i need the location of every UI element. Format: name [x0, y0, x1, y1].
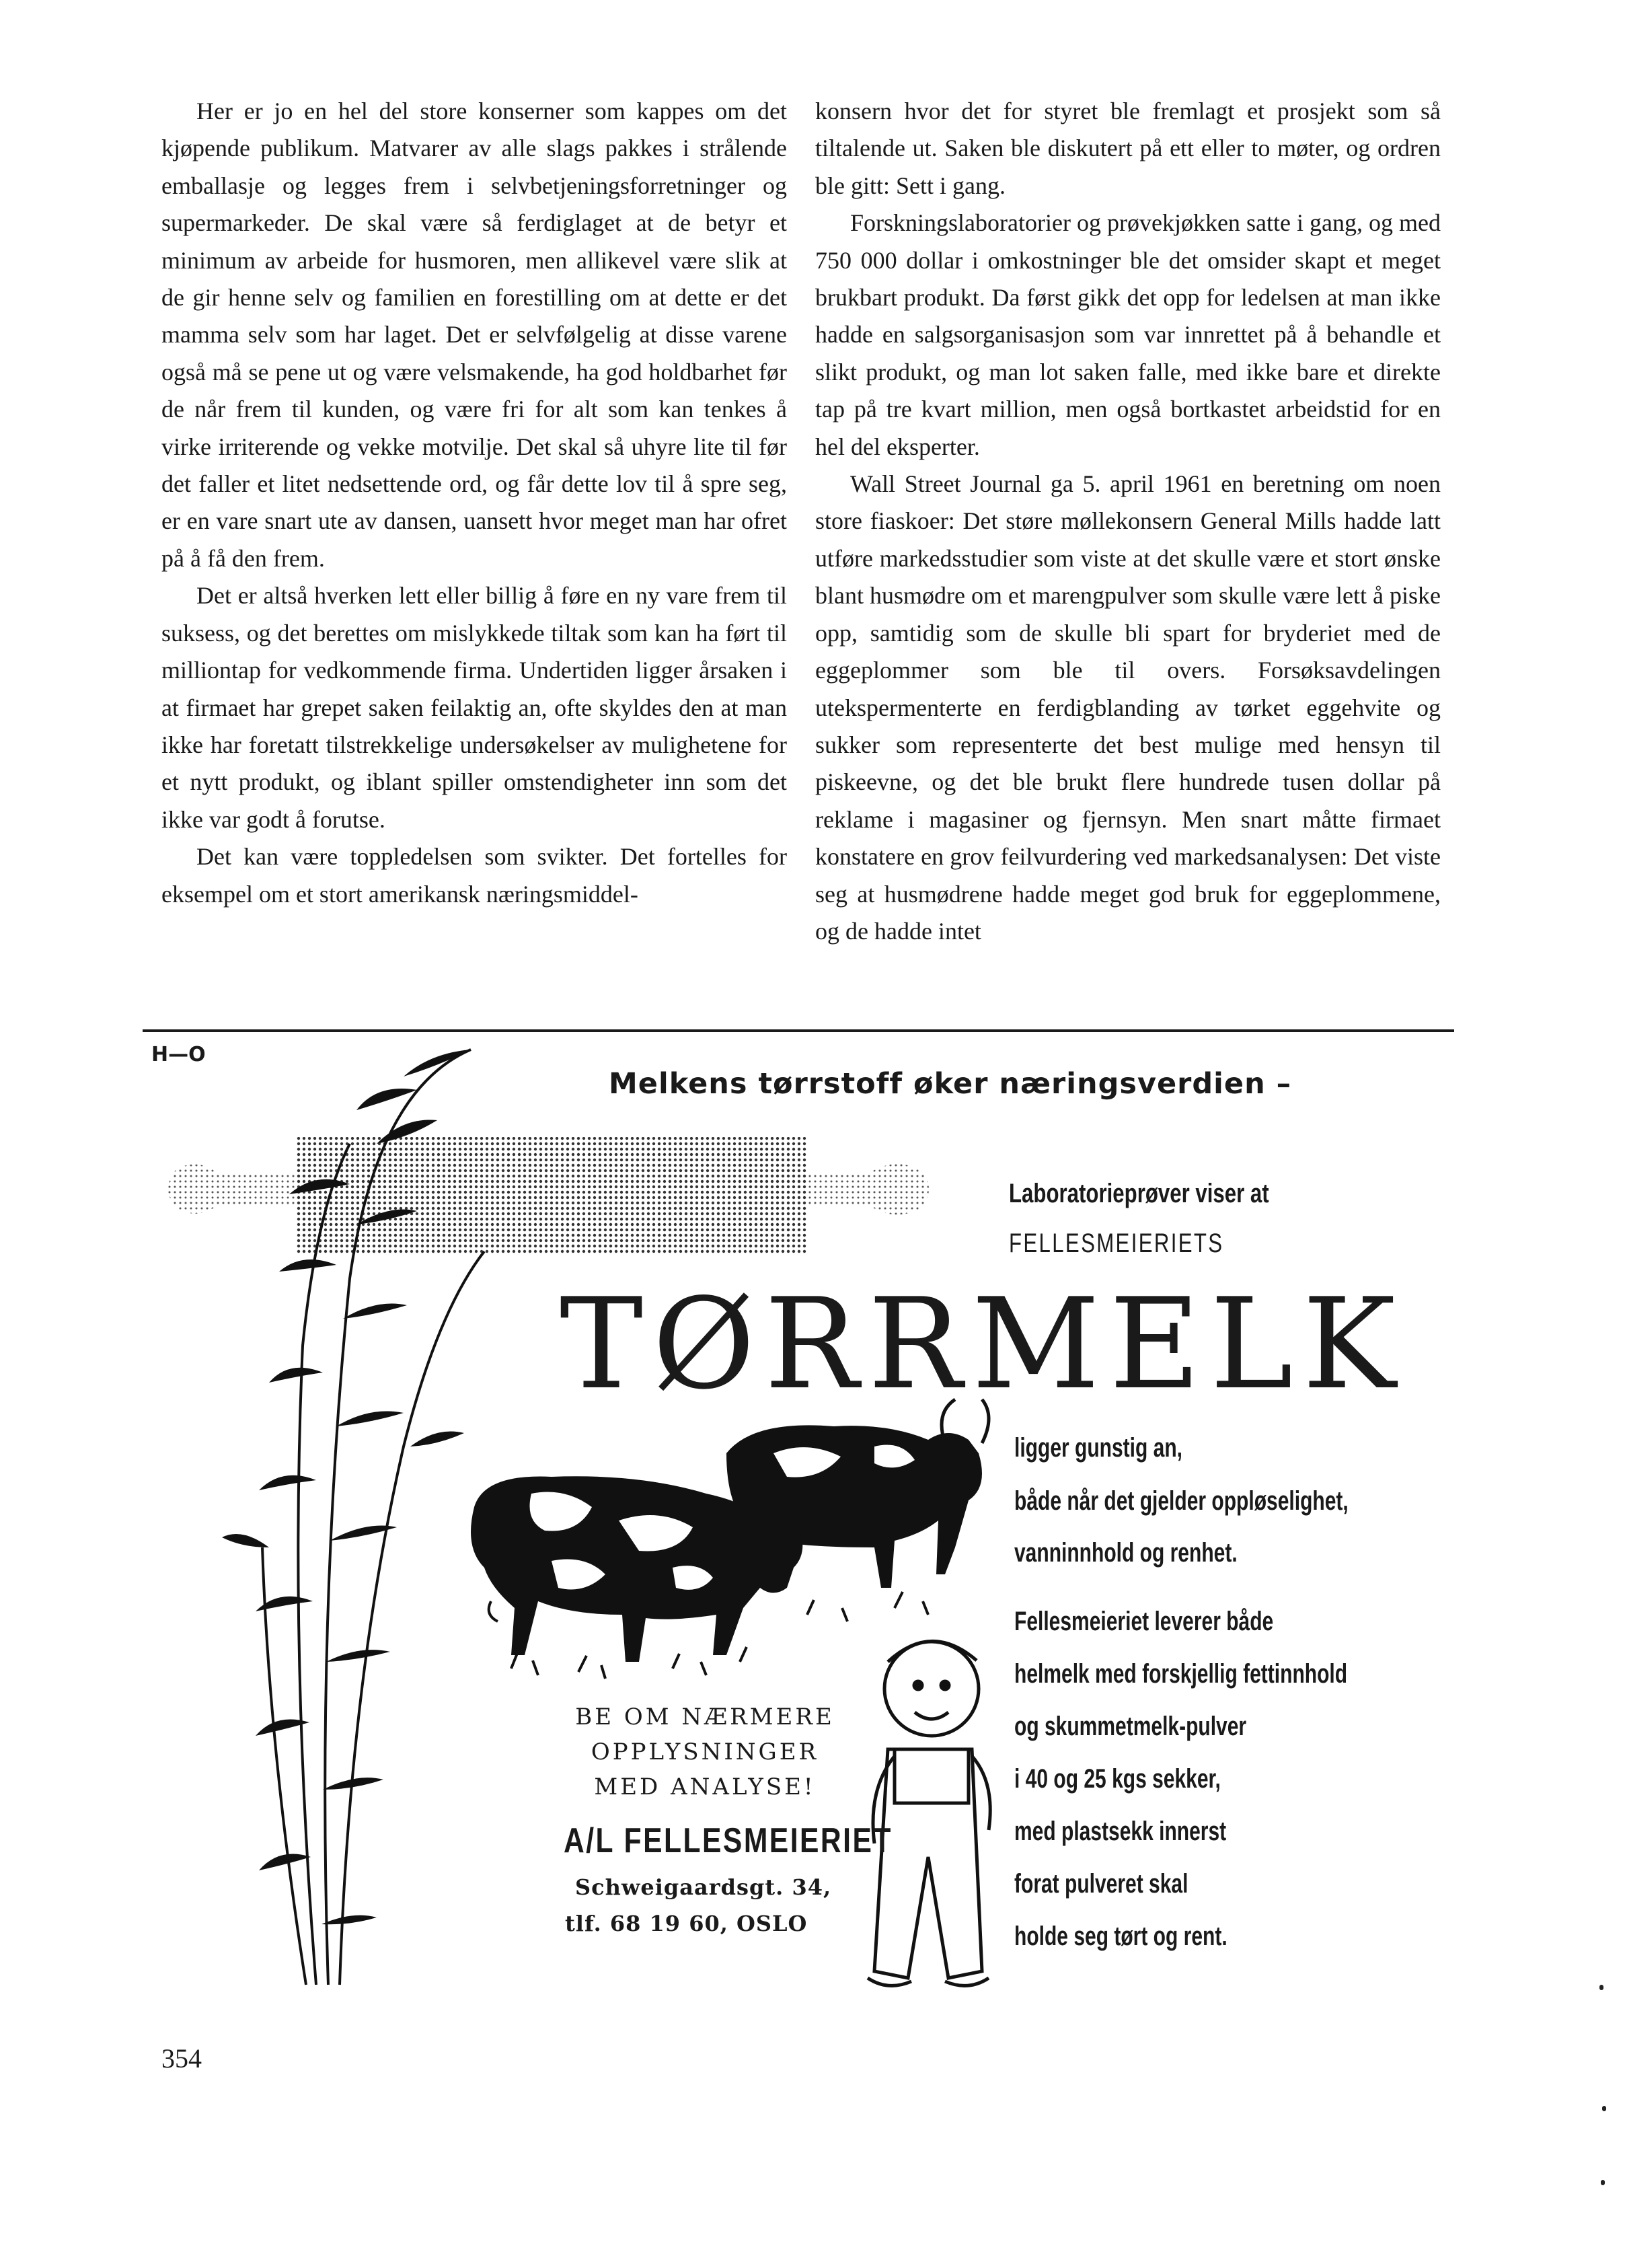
rolling-pin-icon: [168, 1137, 929, 1255]
lab-line-2: FELLESMEIERIETS: [1009, 1229, 1224, 1258]
supply-line: i 40 og 25 kgs sekker,: [1014, 1764, 1221, 1794]
lab-line-1: Laboratorieprøver viser at: [1009, 1179, 1269, 1208]
cows-icon: [471, 1399, 989, 1679]
company-address: Schweigaardsgt. 34,: [575, 1874, 832, 1900]
paragraph: Det kan være toppledelsen som svikter. Det fortelles for eksempel om et stort amerikansk næringsmiddel-: [161, 843, 787, 908]
ad-mark: H—O: [151, 1043, 206, 1066]
paragraph: konsern hvor det for styret ble fremlagt et prosjekt som så tiltalende ut. Saken ble diskutert på ett eller to møter, og ordren ble gitt: Sett i gang.: [815, 98, 1441, 199]
ask-line: OPPLYSNINGER: [591, 1739, 819, 1765]
page-number: 354: [161, 2043, 202, 2074]
ad-headline: Melkens tørrstoff øker næringsverdien –: [609, 1067, 1292, 1101]
supply-line: Fellesmeieriet leverer både: [1014, 1607, 1274, 1636]
boy-illustration-icon: [868, 1641, 990, 1985]
claim-line: vanninnhold og renhet.: [1014, 1538, 1238, 1568]
supply-line: forat pulveret skal: [1014, 1869, 1188, 1899]
margin-speck: [1599, 1985, 1603, 1990]
supply-line: holde seg tørt og rent.: [1014, 1922, 1227, 1951]
claim-line: både når det gjelder oppløselighet,: [1014, 1486, 1349, 1516]
supply-line: og skummetmelk-pulver: [1014, 1712, 1247, 1741]
paragraph: Forskningslaboratorier og prøvekjøkken satte i gang, og med 750 000 dollar i omkostninger ble det omsider skapt et meget brukbart produkt. Da først gikk det opp for ledelsen at man ikke hadde en salgsorganisasjon som var innrettet på å behandle et slikt produkt, og man lot saken falle, med ikke bare et direkte tap på tre kvart million, men også bortkastet arbeidstid for en hel del eksperter.: [815, 209, 1441, 460]
supply-line: helmelk med forskjellig fettinnhold: [1014, 1659, 1348, 1689]
supply-line: med plastsekk innerst: [1014, 1817, 1227, 1846]
margin-speck: [1602, 2106, 1606, 2111]
paragraph: Her er jo en hel del store konserner som kappes om det kjøpende publikum. Matvarer av alle slags pakkes i strålende emballasje og legges frem i selvbetjeningsforretninger og supermarkeder. De skal være så ferdiglaget at de betyr et minimum av arbeide for husmoren, men allikevel være slik at de gir henne selv og familien en forestilling om at dette er det mamma selv som har laget. Det er selvfølgelig at disse varene også må se pene ut og være velsmakende, ha god holdbarhet før de når frem til kunden, og være fri for alt som kan tenkes å virke irriterende og vekke motvilje. Det skal så uhyre lite til før det faller et litet nedsettende ord, og får dette lov til å spre seg, er en vare snart ute av dansen, uansett hvor meget man har ofret på å få den frem.: [161, 98, 787, 572]
claim-line: ligger gunstig an,: [1014, 1433, 1183, 1463]
company-phone: tlf. 68 19 60, OSLO: [565, 1911, 808, 1936]
paragraph: Wall Street Journal ga 5. april 1961 en beretning om noen store fiaskoer: Det støre møllekonsern General Mills hadde latt utføre markedsstudier som viste at det skulle være et stort ønske blant husmødre om et marengpulver som skulle være lett å piske opp, samtidig som de skulle bli spart for bryderiet med de eggeplommer som ble til overs. Forsøksavdelingen utekspermenterte en ferdigblanding av tørket eggehvite og sukker som representerte det best mulige med hensyn til piskeevne, og det ble brukt flere hundrede tusen dollar på reklame i magasiner og fjernsyn. Men snart måtte firmaet konstatere en grov feilvurdering ved markedsanalysen: Det viste seg at husmødrene hadde meget god bruk for eggeplommene, og de hadde intet: [815, 470, 1441, 945]
company-name: A/L FELLESMEIERIET: [564, 1821, 893, 1860]
margin-speck: [1601, 2180, 1605, 2185]
ask-line: BE OM NÆRMERE: [575, 1704, 835, 1730]
paragraph: Det er altså hverken lett eller billig å føre en ny vare frem til suksess, og det berettes om mislykkede tiltak som kan ha ført til milliontap for vedkommende firma. Undertiden ligger årsaken i at firmaet har grepet saken feilaktig an, ofte skyldes den at man ikke har foretatt tilstrekkelige undersøkelser av mulighetene for et nytt produkt, og iblant spiller omstendigheter inn som det ikke var godt å forutse.: [161, 582, 787, 833]
product-name: TØRRMELK: [560, 1271, 1406, 1417]
ask-line: MED ANALYSE!: [594, 1773, 816, 1800]
